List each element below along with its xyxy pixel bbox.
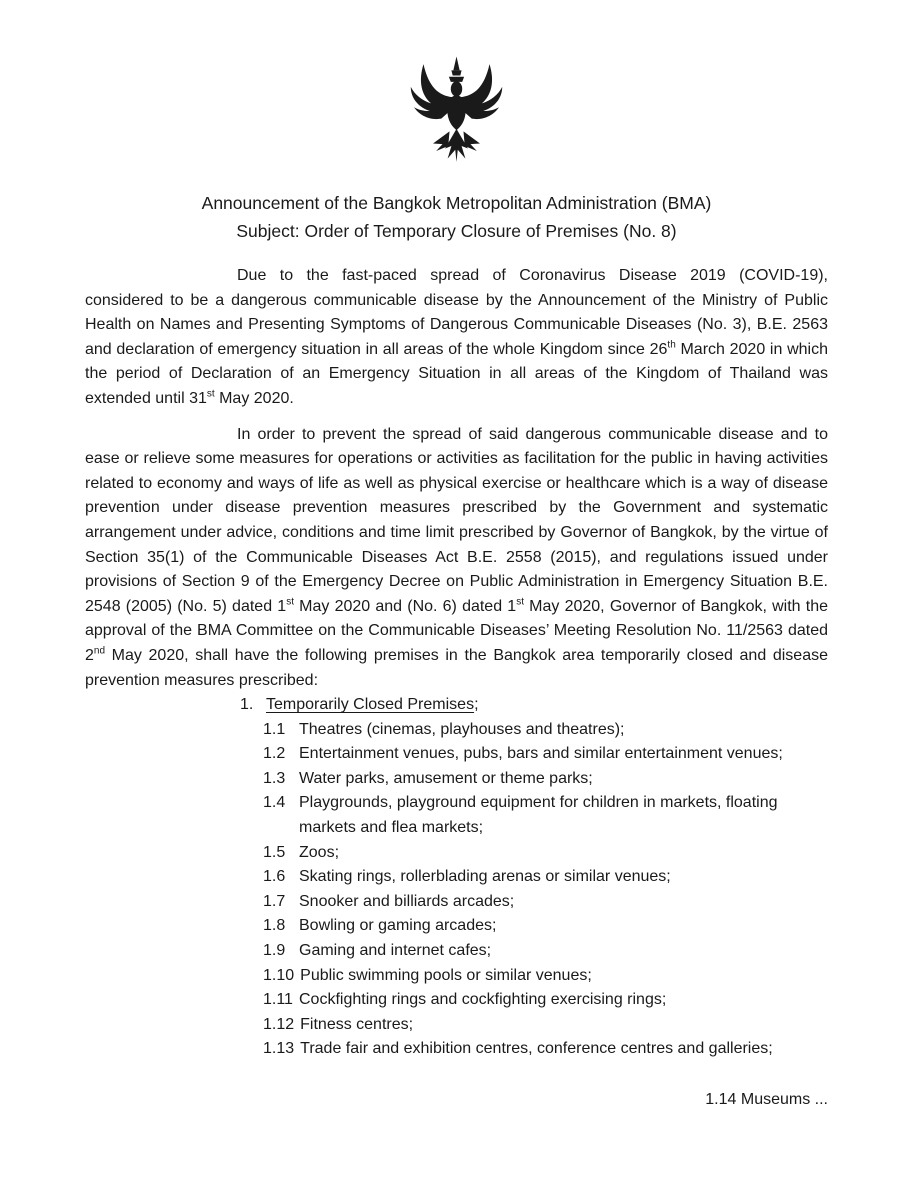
list-heading-underlined: Temporarily Closed Premises: [266, 696, 475, 714]
list-heading: [240, 693, 828, 718]
list-item-text: Water parks, amusement or theme parks;: [299, 769, 593, 787]
ordinal-superscript: st: [286, 596, 294, 608]
list-item-text: Public swimming pools or similar venues;: [300, 966, 592, 984]
list-heading-number: 1.: [240, 696, 254, 714]
paragraph-text: May 2020, shall have the following premises in the Bangkok area temporarily closed and disease prevention measures prescribed:: [85, 646, 828, 689]
list-heading-suffix: ;: [474, 696, 479, 714]
paragraph-preamble: [85, 264, 828, 412]
list-item-text: Playgrounds, playground equipment for children in markets, floating markets and flea markets;: [299, 794, 778, 837]
list-item: [263, 890, 828, 915]
list-item: [263, 1037, 828, 1062]
list-item: [263, 718, 828, 743]
list-item-number: 1.13: [263, 1040, 295, 1058]
list-item-number: 1.12: [263, 1015, 295, 1033]
list-item-text: Snooker and billiards arcades;: [299, 892, 515, 910]
paragraph-order: [85, 423, 828, 694]
list-item-number: 1.6: [263, 868, 286, 886]
ordinal-superscript: st: [206, 388, 215, 400]
list-item: [263, 939, 828, 964]
list-items: [263, 718, 828, 1062]
list-item: [263, 767, 828, 792]
paragraph-text: May 2020 and (No. 6) dated 1: [293, 597, 517, 615]
list-item-number: 1.1: [263, 720, 286, 738]
list-item: [263, 914, 828, 939]
list-item-number: 1.10: [263, 966, 295, 984]
document-title: Announcement of the Bangkok Metropolitan Administration (BMA): [201, 193, 712, 213]
list-item-number: 1.4: [263, 794, 286, 812]
list-item-text: Theatres (cinemas, playhouses and theatres);: [299, 720, 625, 738]
list-item-number: 1.9: [263, 942, 286, 960]
list-item-text: Gaming and internet cafes;: [299, 942, 492, 960]
closed-premises-list: [85, 693, 828, 1062]
paragraph-text: In order to prevent the spread of said dangerous communicable disease and to ease or relieve some measures for operations or activities as facilitation for the public in having activities related to economy and ways of life as well as physical exercise or healthcare which is a way of disease prevention under disease prevention measures prescribed by the Government and systematic arrangement under advice, conditions and time limit prescribed by Governor of Bangkok, by the virtue of Section 35(1) of the Communicable Diseases Act B.E. 2558 (2015), and regulations issued under provisions of Section 9 of the Emergency Decree on Public Administration in Emergency Situation B.E. 2548 (2005) (No. 5) dated 1: [85, 425, 828, 615]
list-item-number: 1.5: [263, 843, 286, 861]
ordinal-superscript: st: [516, 596, 524, 608]
paragraph-text: May 2020, Governor of Bangkok, with the approval of the BMA Committee on the Communicable Diseases’ Meeting Resolution No. 11/2563 dated 2: [85, 597, 829, 664]
list-item: [263, 742, 828, 767]
document-body: [85, 264, 828, 1113]
list-item-text: Cockfighting rings and cockfighting exercising rings;: [299, 991, 667, 1009]
page-continuation-marker: 1.14 Museums ...: [705, 1091, 828, 1108]
list-item-text: Bowling or gaming arcades;: [299, 917, 497, 935]
list-item-number: 1.2: [263, 745, 286, 763]
list-item: [263, 791, 828, 840]
list-item-text: Skating rings, rollerblading arenas or similar venues;: [299, 868, 671, 886]
list-item: [263, 865, 828, 890]
list-item: [263, 1013, 828, 1038]
paragraph-text: May 2020.: [214, 389, 294, 407]
paragraph-text: Due to the fast-paced spread of Coronavirus Disease 2019 (COVID-19), considered to be a dangerous communicable disease by the Announcement of the Ministry of Public Health on Names and Presenting Symptoms of Dangerous Communicable Diseases (No. 3), B.E. 2563 and declaration of emergency situation in all areas of the whole Kingdom since 26: [85, 267, 828, 358]
document-subtitle: Subject: Order of Temporary Closure of Premises (No. 8): [236, 221, 677, 241]
list-item-number: 1.8: [263, 917, 286, 935]
paragraph-text: March 2020 in which the period of Declaration of an Emergency Situation in all areas of the Kingdom of Thailand was extended until 31: [85, 340, 829, 407]
list-heading-text: [266, 693, 479, 718]
ordinal-superscript: th: [667, 339, 676, 351]
list-item-text: Fitness centres;: [300, 1015, 414, 1033]
list-item-text: Zoos;: [299, 843, 340, 861]
list-item-number: 1.3: [263, 769, 286, 787]
list-item-text: Entertainment venues, pubs, bars and similar entertainment venues;: [299, 745, 783, 763]
list-item: [263, 964, 828, 989]
garuda-emblem-icon: [393, 54, 520, 177]
list-item: [263, 988, 828, 1013]
list-item: [263, 841, 828, 866]
list-item-text: Trade fair and exhibition centres, conference centres and galleries;: [300, 1040, 773, 1058]
list-item-number: 1.7: [263, 892, 286, 910]
list-item-number: 1.11: [263, 991, 293, 1009]
ordinal-superscript: nd: [93, 645, 106, 657]
